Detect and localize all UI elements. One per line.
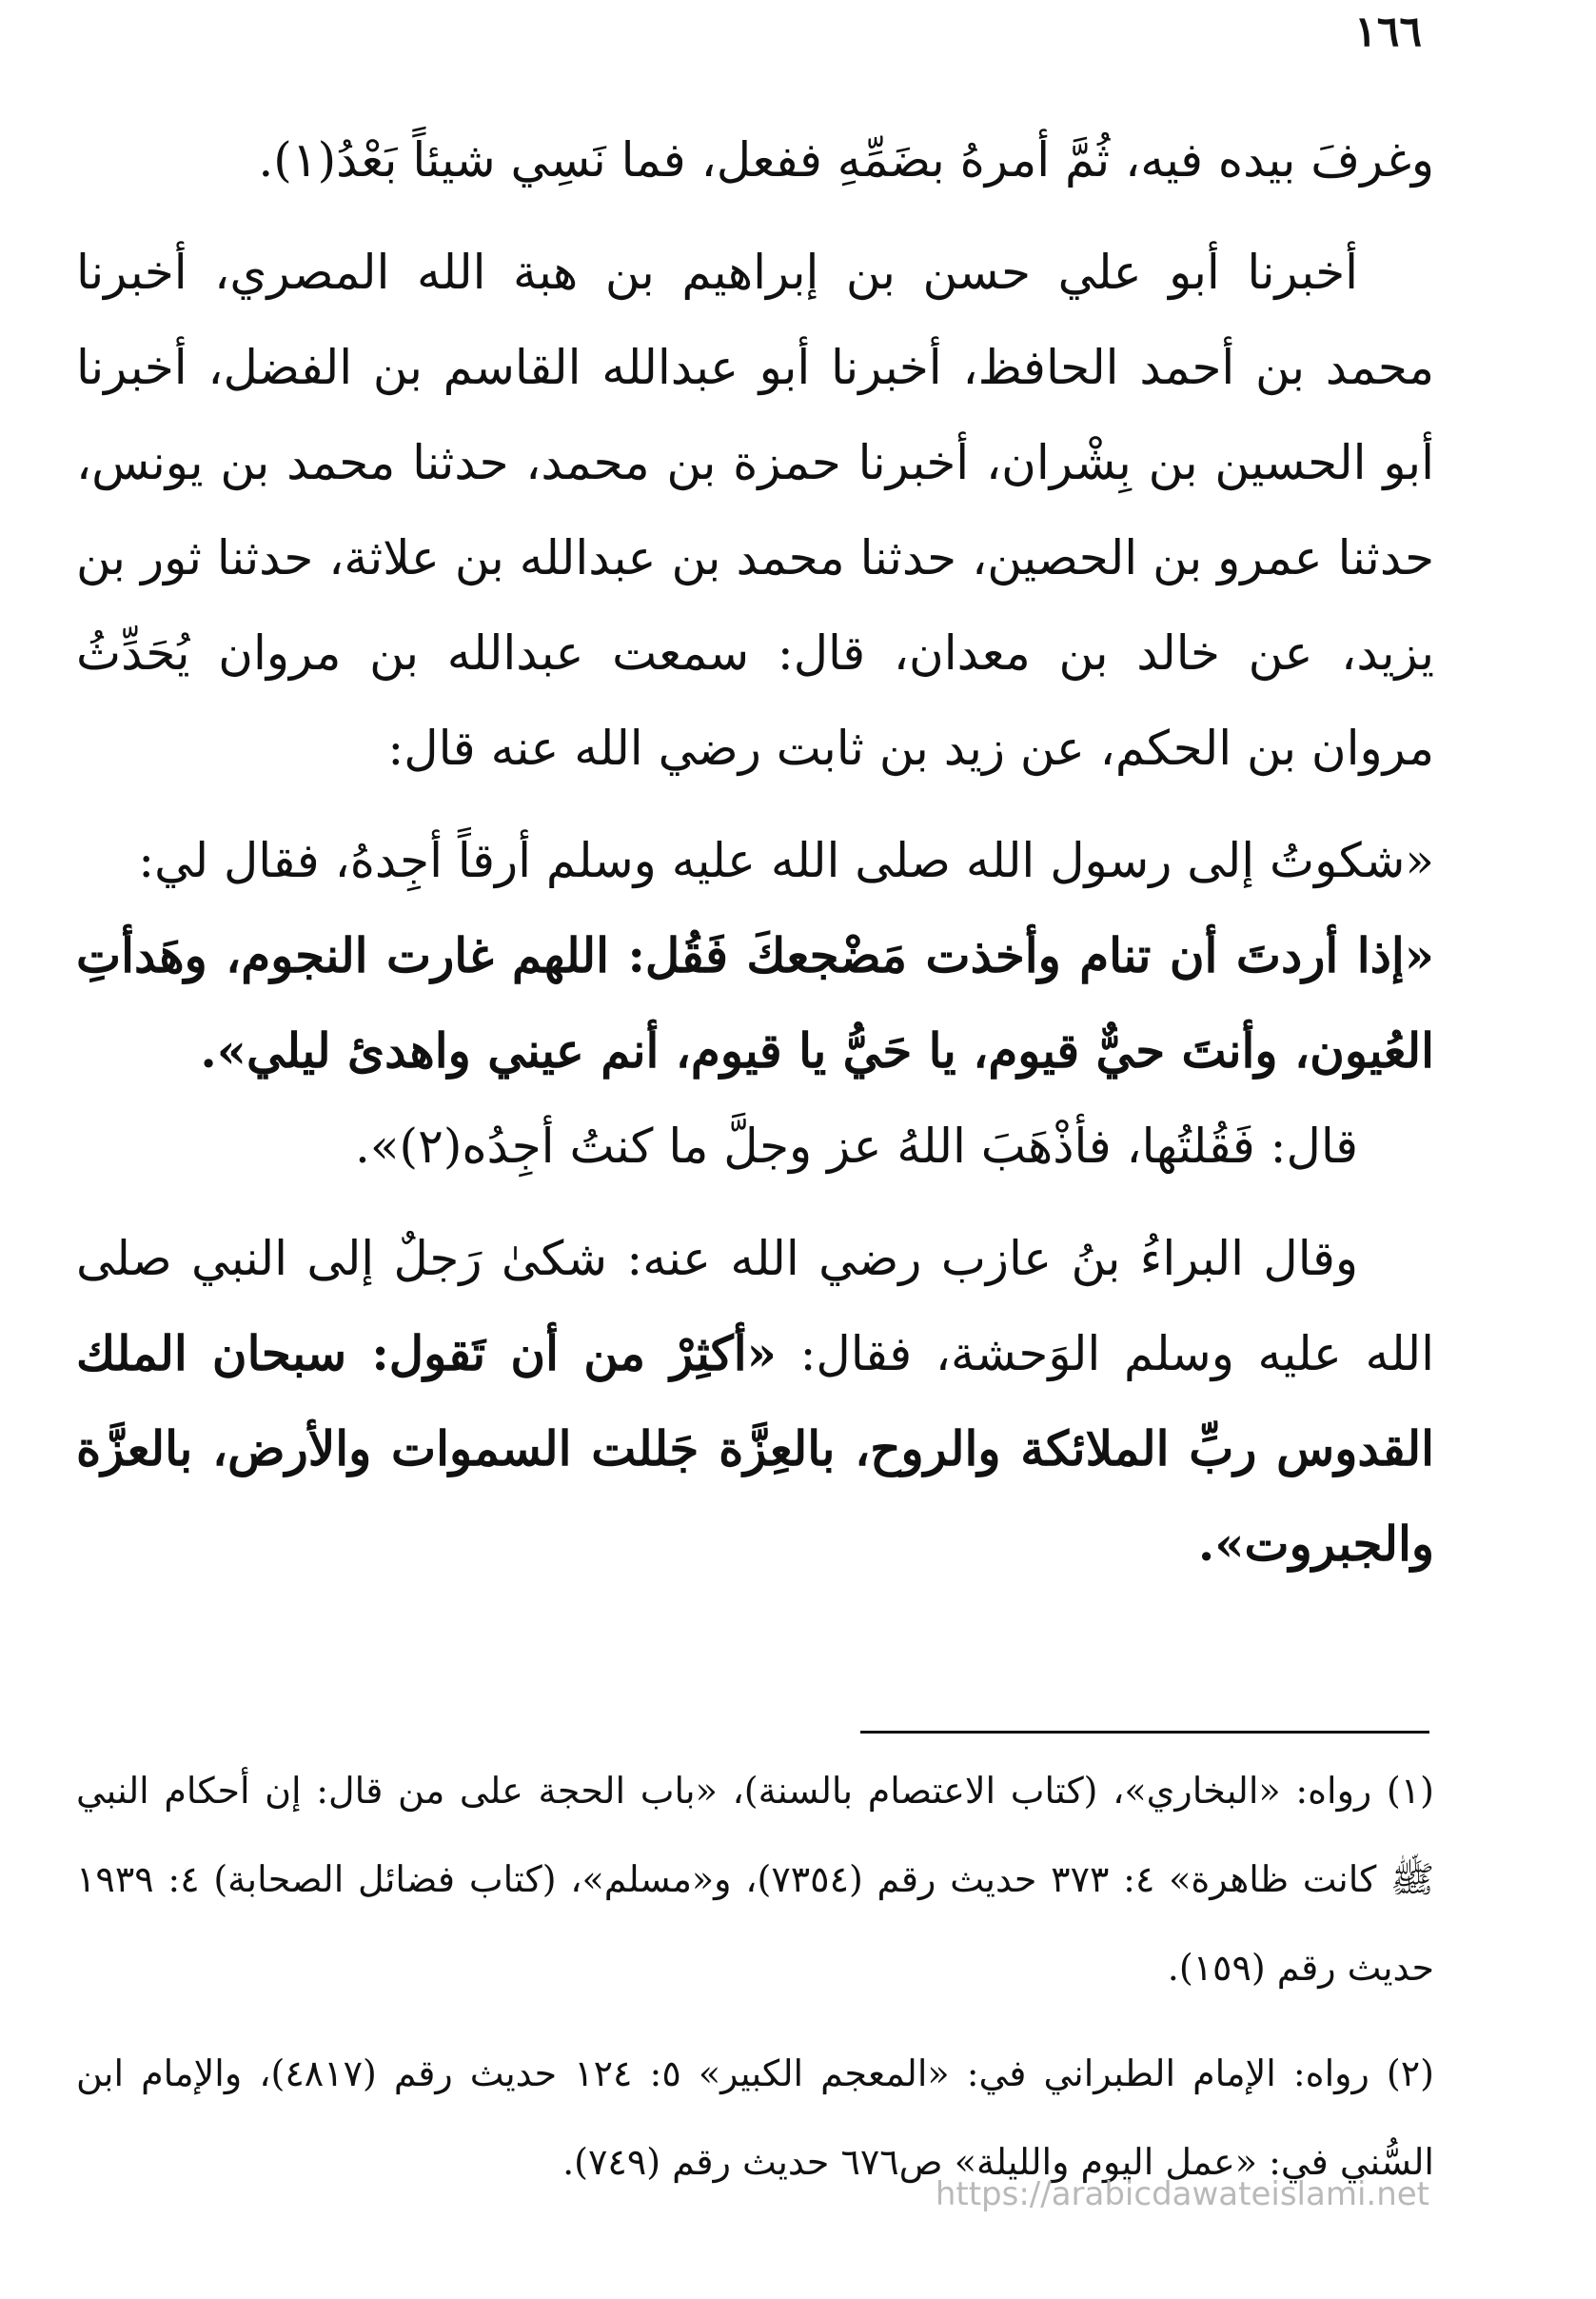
watermark-url: https://arabicdawateislami.net (935, 2175, 1429, 2213)
main-text (76, 112, 1434, 1592)
paragraph-continuation: وغرفَ بيده فيه، ثُمَّ أمرهُ بضَمِّهِ ففعل، فما نَسِي شيئاً بَعْدُ(١). (258, 132, 1434, 188)
footnote-1: (١) رواه: «البخاري»، (كتاب الاعتصام بالسنة)، «باب الحجة على من قال: إن أحكام النبي ﷺ كانت ظاهرة» ٤: ٣٧٣ حديث رقم (٧٣٥٤)، و«مسلم»، (كتاب فضائل الصحابة) ٤: ١٩٣٩ حديث رقم (١٥٩). (76, 1770, 1435, 1989)
footnote-2: (٢) رواه: الإمام الطبراني في: «المعجم الكبير» ٥: ١٢٤ حديث رقم (٤٨١٧)، والإمام ابن السُّني في: «عمل اليوم والليلة» ص٦٧٦ حديث رقم (٧٤٩). (76, 2052, 1434, 2183)
paragraph-outcome: قال: فَقُلتُها، فأذْهَبَ اللهُ عز وجلَّ ما كنتُ أجِدُه(٢)». (354, 1119, 1358, 1174)
paragraph-hadith-complaint: «شكوتُ إلى رسول الله صلى الله عليه وسلم أرقاً أجِدهُ، فقال لي: (138, 833, 1434, 888)
paragraph-isnad: أخبرنا أبو علي حسن بن إبراهيم بن هبة الله المصري، أخبرنا محمد بن أحمد الحافظ، أخبرنا أبو عبدالله القاسم بن الفضل، أخبرنا أبو الحسين بن بِشْران، أخبرنا حمزة بن محمد، حدثنا محمد بن يونس، حدثنا عمرو بن الحصين، حدثنا محمد بن عبدالله بن علاثة، حدثنا ثور بن يزيد، عن خالد بن معدان، قال: سمعت عبدالله بن مروان يُحَدِّثُ مروان بن الحكم، عن زيد بن ثابت رضي الله عنه قال: (76, 245, 1434, 776)
page-number: ١٦٦ (1354, 8, 1422, 56)
paragraph-baraa (76, 1211, 1434, 1592)
footnote-divider (860, 1731, 1429, 1734)
paragraph-dua: «إذا أردتَ أن تنام وأخذت مَضْجعكَ فَقُل: اللهم غارت النجوم، وهَدأتِ العُيون، وأنتَ حيٌّ قيوم، يا حَيُّ يا قيوم، أنم عيني واهدئ ليلي». (76, 927, 1434, 1079)
paragraph-baraa-quote: «أكثِرْ من أن تَقول: سبحان الملك القدوس ربِّ الملائكة والروح، بالعِزَّة جَللت السموات والأرض، بالعزَّة والجبروت». (76, 1325, 1434, 1572)
paragraph-baraa-intro: وقال البراءُ بنُ عازب رضي الله عنه: شكىٰ رَجلٌ إلى النبي صلى الله عليه وسلم الوَحشة، فقال: (76, 1231, 1434, 1381)
footnotes (76, 1747, 1434, 2224)
